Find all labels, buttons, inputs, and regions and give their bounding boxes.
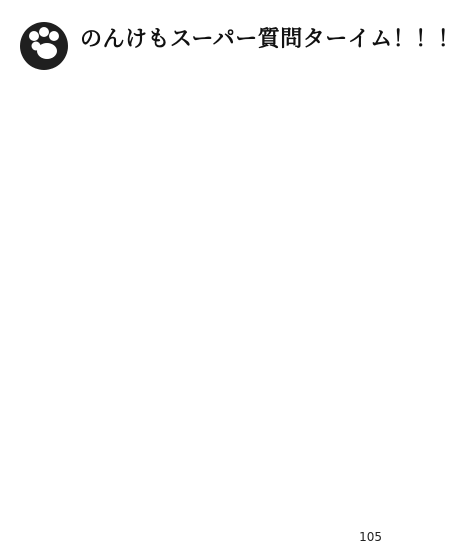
- paw-icon: [16, 18, 72, 74]
- page-title: のんけもスーパー質問ターイム！！！: [80, 27, 460, 52]
- page-header: [16, 18, 460, 74]
- page-number: 105: [359, 530, 382, 544]
